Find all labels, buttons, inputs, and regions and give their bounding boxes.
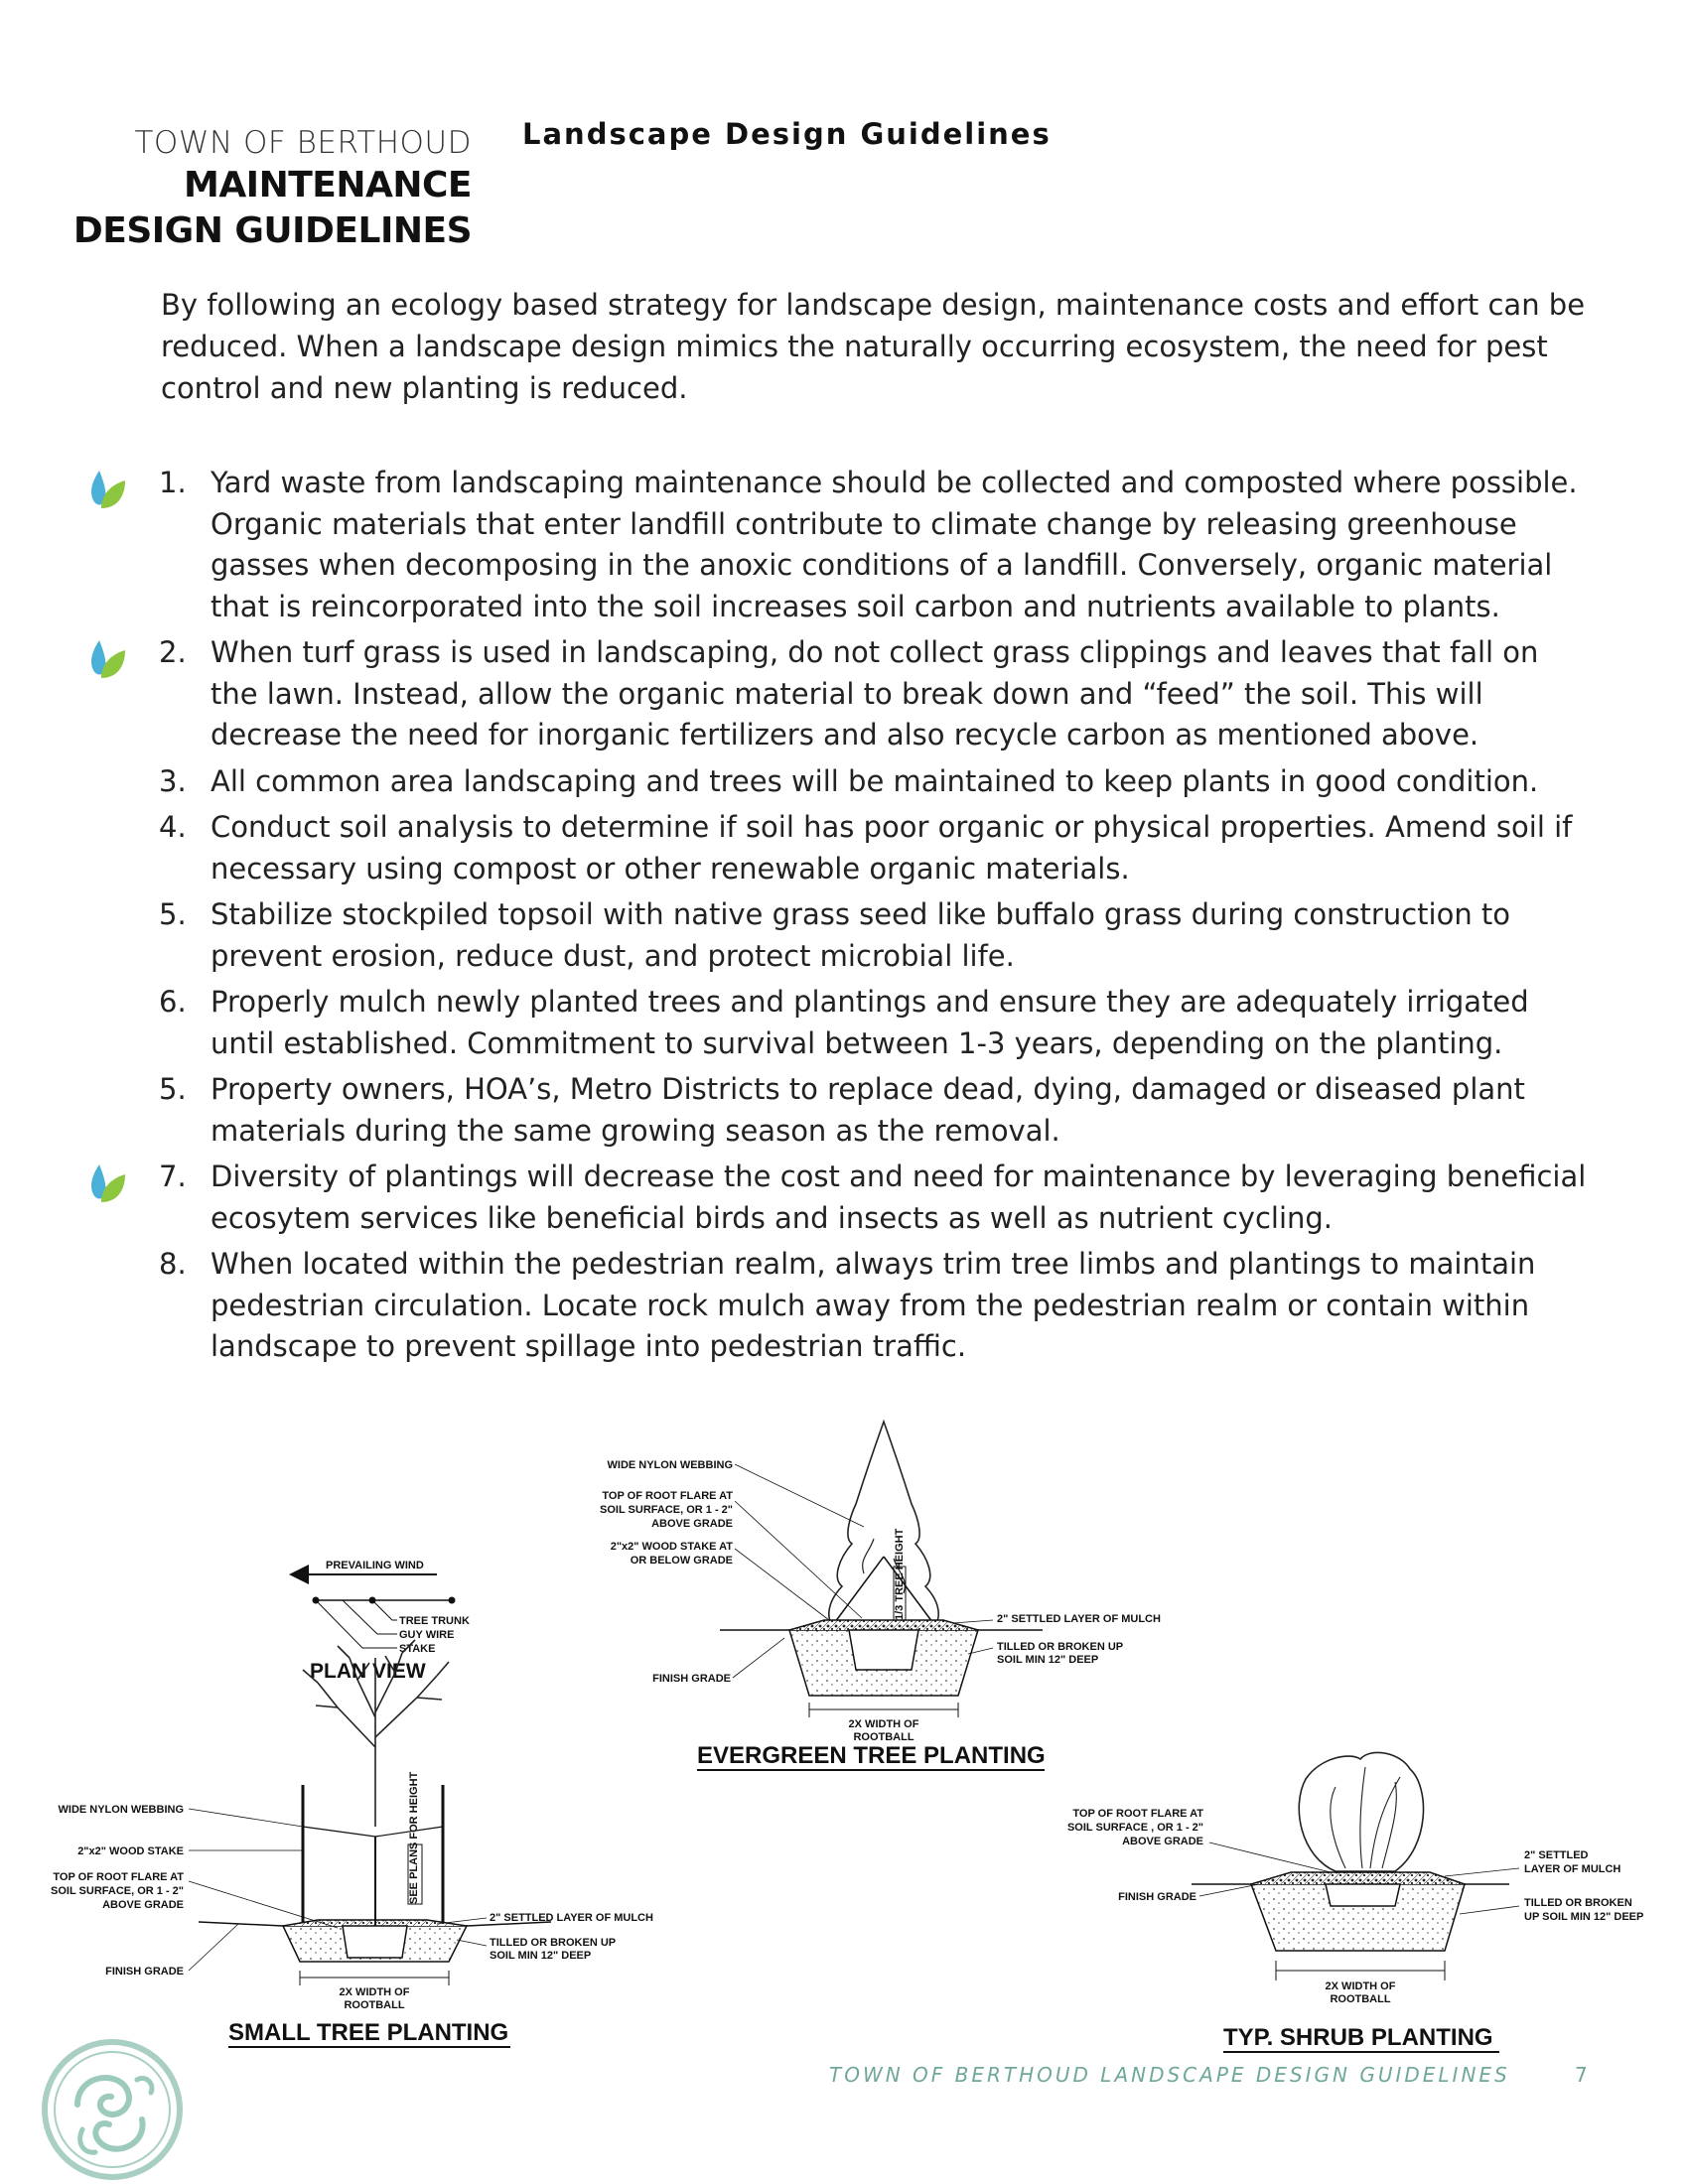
list-text: Conduct soil analysis to determine if soil has poor organic or physical properties. Amend soil if necessary using compost or other renewable organic materials.: [211, 810, 1573, 886]
sustainability-leaf-icon: [87, 1162, 127, 1206]
plan-wind-label: PREVAILING WIND: [326, 1560, 424, 1571]
list-number: 2.: [159, 635, 187, 669]
list-item: [159, 807, 1594, 889]
small-tree-stake-label: 2"x2" WOOD STAKE: [77, 1845, 184, 1857]
shrub-grade-label: FINISH GRADE: [1118, 1891, 1196, 1903]
evergreen-flare-label-2: SOIL SURFACE, OR 1 - 2": [600, 1504, 733, 1516]
footer-title: TOWN OF BERTHOUD LANDSCAPE DESIGN GUIDELINES: [829, 2063, 1510, 2087]
list-number: 4.: [159, 810, 187, 844]
list-number: 3.: [159, 763, 187, 798]
list-text: Property owners, HOA’s, Metro Districts to replace dead, dying, damaged or diseased plant materials during the same growing season as the removal.: [211, 1072, 1525, 1148]
shrub-mulch-label-1: 2" SETTLED: [1524, 1849, 1589, 1861]
list-number: 8.: [159, 1247, 187, 1281]
small-tree-flare-label-2: SOIL SURFACE, OR 1 - 2": [51, 1885, 184, 1897]
small-tree-width-label-1: 2X WIDTH OF: [339, 1986, 410, 1998]
shrub-tilled-label-1: TILLED OR BROKEN: [1524, 1897, 1632, 1909]
evergreen-flare-label-3: ABOVE GRADE: [651, 1518, 733, 1530]
list-text: When turf grass is used in landscaping, do not collect grass clippings and leaves that fall on the lawn. Instead, allow the organic material to break down and “feed” the soil. This will decrease the need for inorganic fertilizers and also recycle carbon as mentioned above.: [211, 635, 1539, 751]
plan-view-title: PLAN VIEW: [310, 1660, 426, 1683]
evergreen-webbing-label: WIDE NYLON WEBBING: [607, 1459, 733, 1471]
list-item: [159, 463, 1594, 627]
header-title: [73, 163, 472, 254]
small-tree-diagram: [51, 1640, 653, 2047]
list-text: Diversity of plantings will decrease the cost and need for maintenance by leveraging beneficial ecosytem services like beneficial birds and insects as well as nutrient cycling.: [211, 1160, 1587, 1235]
header-title-line1: MAINTENANCE: [184, 165, 472, 205]
shrub-width-label-2: ROOTBALL: [1330, 1993, 1391, 2005]
list-text: Properly mulch newly planted trees and plantings and ensure they are adequately irrigated until established. Commitment to survival between 1-3 years, depending on the planting.: [211, 985, 1529, 1060]
plan-trunk-label: TREE TRUNK: [399, 1615, 470, 1627]
evergreen-stake-label-2: OR BELOW GRADE: [630, 1555, 733, 1567]
evergreen-title: EVERGREEN TREE PLANTING: [697, 1742, 1046, 1769]
shrub-flare-label-1: TOP OF ROOT FLARE AT: [1072, 1808, 1203, 1820]
shrub-tilled-label-2: UP SOIL MIN 12" DEEP: [1524, 1911, 1644, 1923]
list-number: 5.: [159, 897, 187, 931]
plan-stake-label: STAKE: [399, 1643, 436, 1655]
small-tree-webbing-label: WIDE NYLON WEBBING: [58, 1804, 184, 1816]
shrub-width-label-1: 2X WIDTH OF: [1325, 1980, 1396, 1992]
small-tree-width-label-2: ROOTBALL: [344, 1999, 405, 2011]
list-item: [159, 632, 1594, 756]
evergreen-width-label-1: 2X WIDTH OF: [848, 1718, 919, 1730]
evergreen-grade-label: FINISH GRADE: [652, 1673, 731, 1685]
evergreen-stake-label-1: 2"x2" WOOD STAKE AT: [610, 1541, 733, 1553]
small-tree-title: SMALL TREE PLANTING: [228, 2019, 509, 2046]
planting-diagrams: [0, 1410, 1688, 2085]
list-number: 5.: [159, 1072, 187, 1106]
list-number: 7.: [159, 1160, 187, 1193]
small-tree-mulch-label: 2" SETTLED LAYER OF MULCH: [490, 1912, 653, 1924]
shrub-flare-label-3: ABOVE GRADE: [1122, 1836, 1203, 1847]
plan-view-diagram: [293, 1560, 470, 1683]
section-title: Landscape Design Guidelines: [522, 117, 1052, 151]
intro-paragraph: By following an ecology based strategy for landscape design, maintenance costs and effort can be reduced. When a landscape design mimics the naturally occurring ecosystem, the need for pest control and new planting is reduced.: [161, 288, 1586, 405]
evergreen-mulch-label: 2" SETTLED LAYER OF MULCH: [997, 1613, 1161, 1625]
page-number: 7: [1575, 2063, 1588, 2087]
shrub-flare-label-2: SOIL SURFACE , OR 1 - 2": [1066, 1822, 1203, 1834]
small-tree-flare-label-1: TOP OF ROOT FLARE AT: [53, 1871, 184, 1883]
evergreen-tilled-label-2: SOIL MIN 12" DEEP: [997, 1654, 1099, 1666]
small-tree-flare-label-3: ABOVE GRADE: [102, 1899, 184, 1911]
list-item: [159, 761, 1594, 803]
shrub-mulch-label-2: LAYER OF MULCH: [1524, 1863, 1621, 1875]
evergreen-diagram: [600, 1422, 1161, 1770]
guideline-list: [159, 463, 1594, 1373]
list-text: Stabilize stockpiled topsoil with native grass seed like buffalo grass during construction to prevent erosion, reduce dust, and protect microbial life.: [211, 897, 1511, 973]
list-text: Yard waste from landscaping maintenance should be collected and composted where possible. Organic materials that enter landfill contribute to climate change by releasing greenhouse gasses when decomposing in the anoxic conditions of a landfill. Conversely, organic material that is reincorporated into the soil increases soil carbon and nutrients available to plants.: [211, 466, 1578, 623]
list-number: 1.: [159, 466, 187, 499]
town-seal-logo: [38, 2035, 187, 2184]
list-number: 6.: [159, 985, 187, 1019]
evergreen-width-label-2: ROOTBALL: [853, 1731, 914, 1743]
sustainability-leaf-icon: [87, 638, 127, 682]
list-item: [159, 1069, 1594, 1152]
list-text: All common area landscaping and trees will be maintained to keep plants in good condition.: [211, 763, 1539, 798]
list-item: [159, 894, 1594, 977]
small-tree-tilled-label-2: SOIL MIN 12" DEEP: [490, 1950, 592, 1962]
header-town: TOWN OF BERTHOUD: [134, 125, 472, 161]
list-item: [159, 1244, 1594, 1368]
evergreen-dim-label: 1/3 TREE HEIGHT: [894, 1528, 906, 1620]
evergreen-flare-label-1: TOP OF ROOT FLARE AT: [602, 1490, 733, 1502]
small-tree-dim-label: SEE PLANS FOR HEIGHT: [408, 1771, 420, 1904]
header-title-line2: DESIGN GUIDELINES: [72, 210, 472, 251]
small-tree-grade-label: FINISH GRADE: [105, 1966, 184, 1978]
list-item: [159, 982, 1594, 1064]
list-text: When located within the pedestrian realm, always trim tree limbs and plantings to maintain pedestrian circulation. Locate rock mulch away from the pedestrian realm or contain within landscape to prevent spillage into pedestrian traffic.: [211, 1247, 1536, 1363]
plan-guy-label: GUY WIRE: [399, 1629, 455, 1641]
list-item: [159, 1157, 1594, 1239]
evergreen-tilled-label-1: TILLED OR BROKEN UP: [997, 1641, 1124, 1653]
small-tree-tilled-label-1: TILLED OR BROKEN UP: [490, 1937, 617, 1949]
sustainability-leaf-icon: [87, 469, 127, 512]
shrub-title: TYP. SHRUB PLANTING: [1223, 2024, 1493, 2051]
shrub-diagram: [1067, 1752, 1643, 2052]
